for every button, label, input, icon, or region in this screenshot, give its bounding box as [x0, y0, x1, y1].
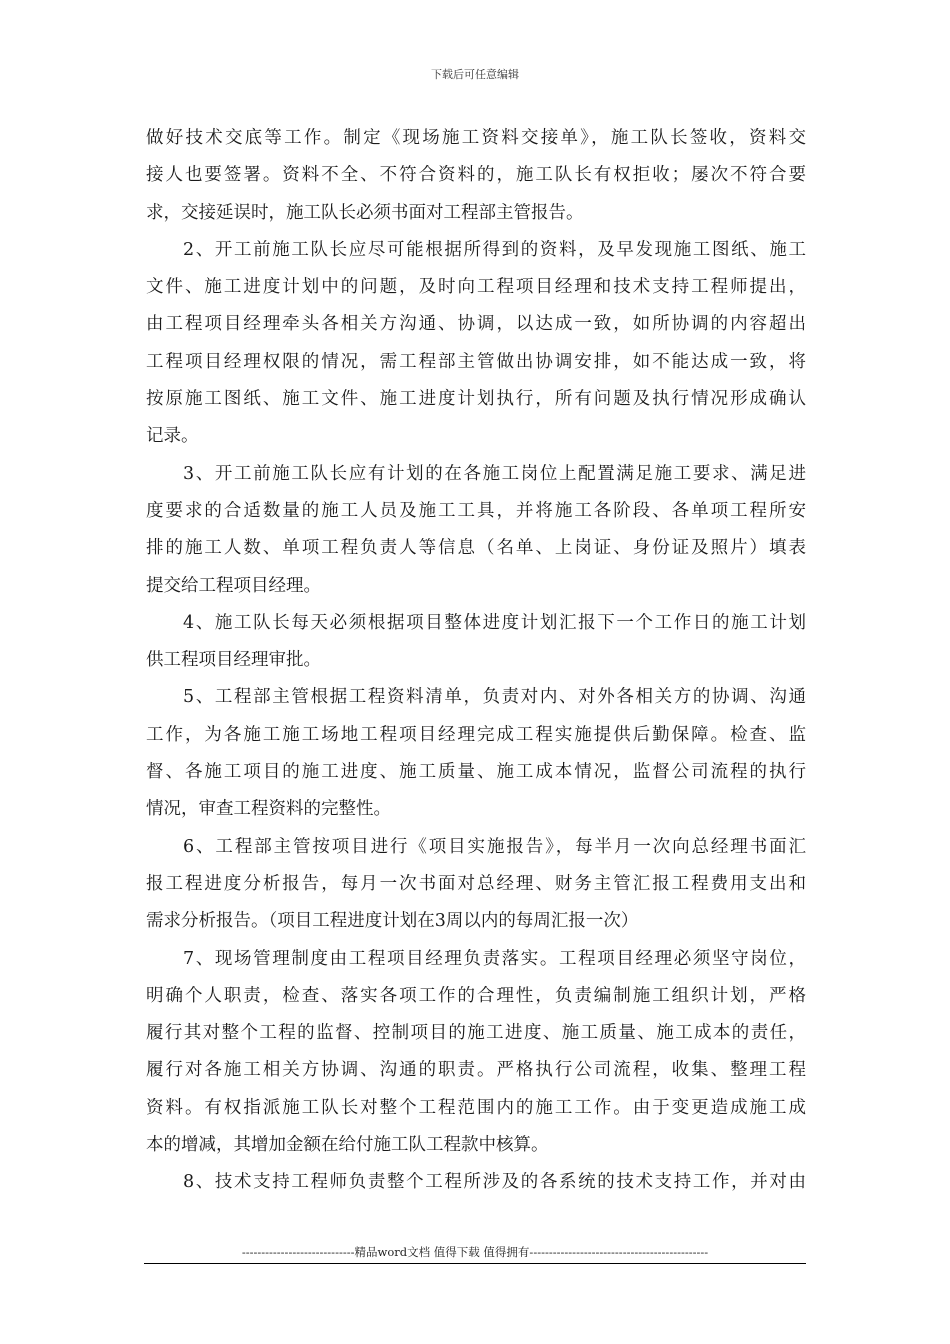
body-text-line: 求，交接延误时，施工队长必须书面对工程部主管报告。 [146, 202, 584, 223]
footer-divider [144, 1263, 806, 1264]
body-text-line: 按原施工图纸、施工文件、施工进度计划执行，所有问题及执行情况形成确认 [146, 389, 806, 410]
body-text-line: 排的施工人数、单项工程负责人等信息（名单、上岗证、身份证及照片）填表 [146, 538, 806, 559]
body-text-line: 记录。 [146, 426, 199, 447]
body-text-line: 6、工程部主管按项目进行《项目实施报告》，每半月一次向总经理书面汇 [183, 836, 806, 857]
body-text-line: 提交给工程项目经理。 [146, 575, 321, 596]
body-text-line: 履行其对整个工程的监督、控制项目的施工进度、施工质量、施工成本的责任， [146, 1023, 806, 1044]
body-text-line: 资料。有权指派施工队长对整个工程范围内的施工工作。由于变更造成施工成 [146, 1097, 806, 1118]
page-footer-note: -----------------------------精品word文档 值得下载 值得拥有---------------------------------------------- [241, 1245, 709, 1259]
body-text-line: 明确个人职责，检查、落实各项工作的合理性，负责编制施工组织计划，严格 [146, 985, 806, 1006]
body-text-line: 接人也要签署。资料不全、不符合资料的，施工队长有权拒收；屡次不符合要 [146, 165, 806, 186]
body-text-line: 报工程进度分析报告，每月一次书面对总经理、财务主管汇报工程费用支出和 [146, 873, 806, 894]
body-text-line: 工作，为各施工施工场地工程项目经理完成工程实施提供后勤保障。检查、监 [146, 724, 806, 745]
body-text-line: 本的增减，其增加金额在给付施工队工程款中核算。 [146, 1135, 549, 1156]
body-text-line: 供工程项目经理审批。 [146, 650, 321, 671]
body-text-line: 由工程项目经理牵头各相关方沟通、协调，以达成一致，如所协调的内容超出 [146, 314, 806, 335]
body-text-line: 3、开工前施工队长应有计划的在各施工岗位上配置满足施工要求、满足进 [183, 463, 806, 484]
body-text-line: 情况，审查工程资料的完整性。 [146, 799, 391, 820]
body-text-line: 4、施工队长每天必须根据项目整体进度计划汇报下一个工作日的施工计划 [183, 612, 806, 633]
body-text-line: 文件、施工进度计划中的问题，及时向工程项目经理和技术支持工程师提出， [146, 277, 806, 298]
body-text-line: 督、各施工项目的施工进度、施工质量、施工成本情况，监督公司流程的执行 [146, 762, 806, 783]
body-text-line: 5、工程部主管根据工程资料清单，负责对内、对外各相关方的协调、沟通 [183, 687, 806, 708]
body-text-line: 做好技术交底等工作。制定《现场施工资料交接单》，施工队长签收，资料交 [146, 128, 806, 148]
body-text-line: 工程项目经理权限的情况，需工程部主管做出协调安排，如不能达成一致，将 [146, 351, 806, 372]
page-header-note: 下载后可任意编辑 [431, 68, 519, 81]
body-text-line: 8、技术支持工程师负责整个工程所涉及的各系统的技术支持工作，并对由 [183, 1172, 806, 1193]
body-text-line: 需求分析报告。（项目工程进度计划在3周以内的每周汇报一次） [146, 911, 639, 932]
body-text-line: 度要求的合适数量的施工人员及施工工具，并将施工各阶段、各单项工程所安 [146, 500, 806, 521]
body-text-line: 7、现场管理制度由工程项目经理负责落实。工程项目经理必须坚守岗位， [183, 948, 806, 969]
body-text-line: 2、开工前施工队长应尽可能根据所得到的资料，及早发现施工图纸、施工 [183, 239, 806, 260]
document-body [146, 120, 806, 1202]
body-text-line: 履行对各施工相关方协调、沟通的职责。严格执行公司流程，收集、整理工程 [146, 1060, 806, 1081]
